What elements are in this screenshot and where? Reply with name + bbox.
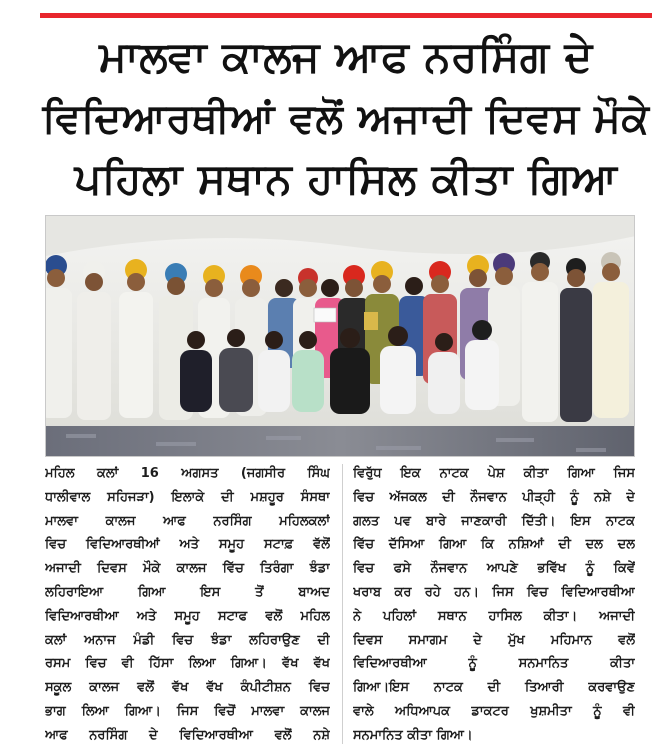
article-line: ਕਲਾਂ ਅਨਾਜ ਮੰਡੀ ਵਿਚ ਝੰਡਾ ਲਹਿਰਾਉਣ ਦੀ [45,632,330,648]
article-line: ਖਰਾਬ ਕਰ ਰਹੇ ਹਨ। ਜਿਸ ਵਿਚ ਵਿਦਿਆਰਥੀਆ [353,584,635,600]
headline-line-1: ਮਾਲਵਾ ਕਾਲਜ ਆਫ ਨਰਸਿੰਗ ਦੇ [99,31,593,81]
headline-line-3: ਪਹਿਲਾ ਸਥਾਨ ਹਾਸਿਲ ਕੀਤਾ ਗਿਆ [74,154,618,204]
article-line: ਵਿਦਿਆਰਥੀਆ ਨੂੰ ਸਨਮਾਨਿਤ ਕੀਤਾ [353,656,635,672]
article-line: ਵਿਚ ਵਿਦਿਆਰਥੀਆਂ ਅਤੇ ਸਮੂਹ ਸਟਾਫ਼ ਵੱਲੋਂ [45,537,330,553]
article-line: ਵਿਚ ਅੱਜਕਲ ਦੀ ਨੌਜਵਾਨ ਪੀੜ੍ਹੀ ਨੂੰ ਨਸ਼ੇ ਦੇ [353,489,635,505]
article-line: ਧਾਲੀਵਾਲ ਸਹਿਜੜਾ) ਇਲਾਕੇ ਦੀ ਮਸ਼ਹੂਰ ਸੰਸਥਾ [45,489,330,505]
article-line: ਵਿਰੁੱਧ ਇਕ ਨਾਟਕ ਪੇਸ਼ ਕੀਤਾ ਗਿਆ ਜਿਸ [353,466,635,481]
article-line: ਗਿਆ।ਇਸ ਨਾਟਕ ਦੀ ਤਿਆਰੀ ਕਰਵਾਉਣ [353,680,635,696]
group-photo-illustration [46,216,635,457]
article-line: ਵਿੱਚ ਦੱਸਿਆ ਗਿਆ ਕਿ ਨਸ਼ਿਆਂ ਦੀ ਦਲ ਦਲ [353,537,635,553]
article-line: ਰਸਮ ਵਿਚ ਵੀ ਹਿੱਸਾ ਲਿਆ ਗਿਆ। ਵੱਖ ਵੱਖ [45,656,330,672]
article-line: ਵਾਲੇ ਅਧਿਆਪਕ ਡਾਕਟਰ ਖੁਸ਼ਮੀਤਾ ਨੂੰ ਵੀ [353,703,635,719]
article-line: ਸਕੂਲ ਕਾਲਜ ਵਲੋਂ ਵੱਖ ਵੱਖ ਕੰਪੀਟੀਸ਼ਨ ਵਿਚ [45,680,330,696]
article-line: ਮਹਿਲ ਕਲਾਂ 16 ਅਗਸਤ (ਜਗਸੀਰ ਸਿੰਘ [45,466,330,481]
article-line: ਭਾਗ ਲਿਆ ਗਿਆ। ਜਿਸ ਵਿਚੋਂ ਮਾਲਵਾ ਕਾਲਜ [45,703,330,719]
headline [40,26,652,210]
news-photo [45,215,635,457]
top-red-rule [40,13,652,18]
column-divider [342,464,343,744]
article-line: ਵਿਦਿਆਰਥੀਆ ਅਤੇ ਸਮੂਹ ਸਟਾਫ ਵਲੋਂ ਮਹਿਲ [45,608,330,624]
article-line: ਲਹਿਰਾਇਆ ਗਿਆ ਇਸ ਤੋਂ ਬਾਅਦ [45,584,330,600]
article-line: ਮਾਲਵਾ ਕਾਲਜ ਆਫ ਨਰਸਿੰਗ ਮਹਿਲਕਲਾਂ [45,513,330,529]
article-column-right [353,462,635,748]
headline-line-2: ਵਿਦਿਆਰਥੀਆਂ ਵਲੋਂ ਅਜਾਦੀ ਦਿਵਸ ਮੌਕੇ [42,93,650,142]
article-line: ਅਜਾਦੀ ਦਿਵਸ ਮੌਕੇ ਕਾਲਜ ਵਿੱਚ ਤਿਰੰਗਾ ਝੰਡਾ [45,561,330,577]
article-line: ਵਿਚ ਫਸੇ ਨੌਜਵਾਨ ਆਪਣੇ ਭਵਿੱਖ ਨੂੰ ਕਿਵੇਂ [353,561,635,577]
article-column-left [45,462,330,748]
article-line: ਆਫ ਨਰਸਿੰਗ ਦੇ ਵਿਦਿਆਰਥੀਆ ਵਲੋਂ ਨਸ਼ੇ [45,727,330,743]
article-body [45,462,635,748]
article-line: ਦਿਵਸ ਸਮਾਗਮ ਦੇ ਮੁੱਖ ਮਹਿਮਾਨ ਵਲੋਂ [353,632,635,648]
article-line: ਗਲਤ ਪਵ ਬਾਰੇ ਜਾਣਕਾਰੀ ਦਿੱਤੀ। ਇਸ ਨਾਟਕ [353,513,635,529]
article-line: ਨੇ ਪਹਿਲਾਂ ਸਥਾਨ ਹਾਸਿਲ ਕੀਤਾ। ਅਜਾਦੀ [353,608,635,624]
article-line: ਸਨਮਾਨਿਤ ਕੀਤਾ ਗਿਆ। [353,727,473,743]
